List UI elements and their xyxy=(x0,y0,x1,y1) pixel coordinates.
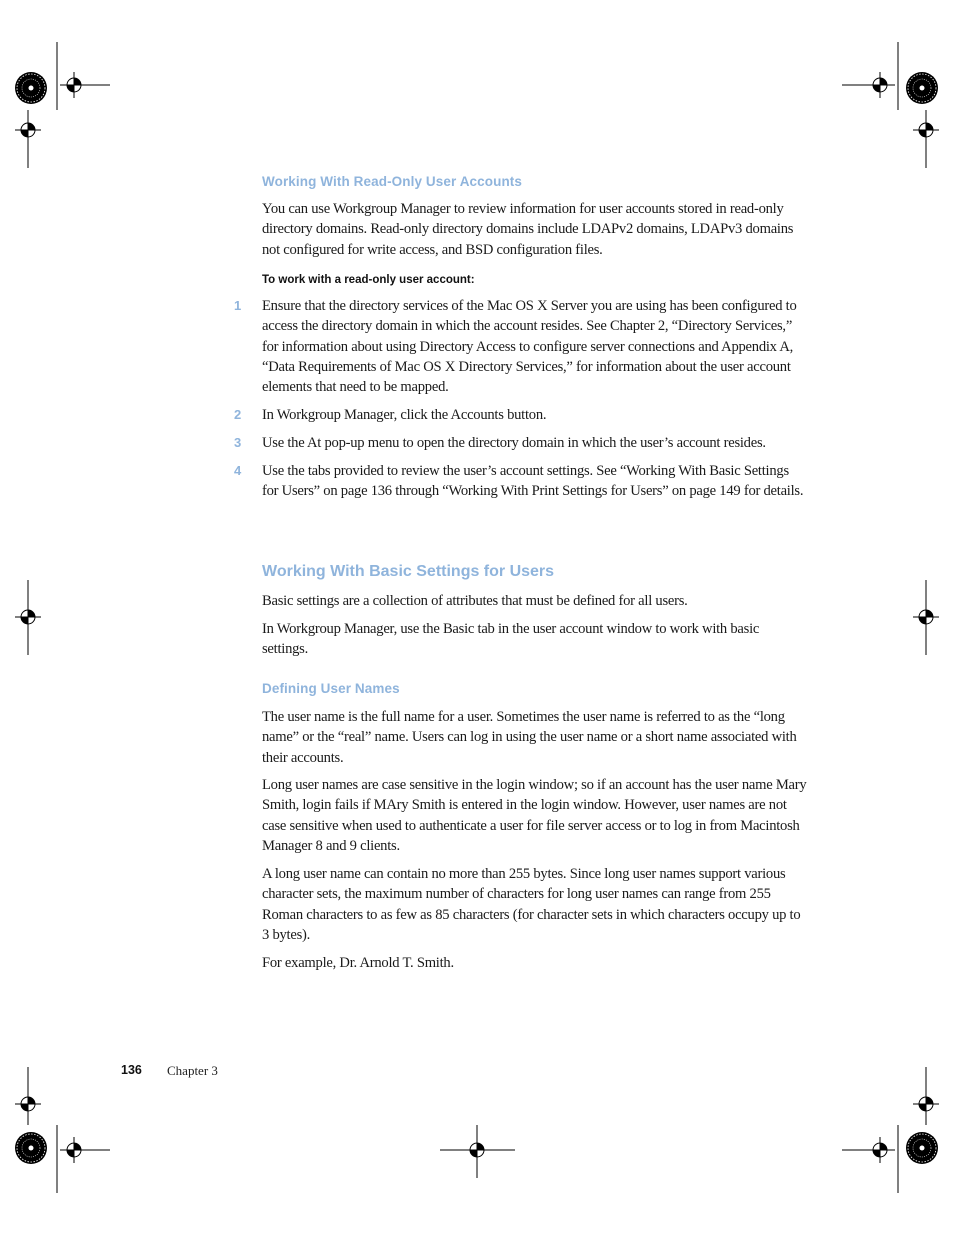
section-heading-user-names: Defining User Names xyxy=(262,681,400,696)
section-heading-basic-settings: Working With Basic Settings for Users xyxy=(262,563,555,580)
intro-paragraph: You can use Workgroup Manager to review information for user accounts stored in read-only directory domains. Read-only directory domains include LDAPv2 domains, LDAPv3 domains not configured for write access, and BSD configuration files. xyxy=(262,201,794,258)
step-number: 3 xyxy=(234,435,242,450)
paragraph: The user name is the full name for a user. Sometimes the user name is referred to as the “long name” or the “real” name. Users can log in using the user name or a short name associated with their accounts. xyxy=(262,709,797,766)
step-text: Use the tabs provided to review the user’s account settings. See “Working With Basic Settings for Users” on page 136 through “Working With Print Settings for Users” on page 149 for details. xyxy=(262,463,804,500)
paragraph: A long user name can contain no more than 255 bytes. Since long user names support various character sets, the maximum number of characters for long user names can range from 255 Roman characters to as few as 85 characters (for character sets in which characters occupy up to 3 bytes). xyxy=(262,866,801,943)
section-heading-read-only: Working With Read-Only User Accounts xyxy=(262,174,523,189)
step-number: 1 xyxy=(234,298,242,313)
page-number: 136 xyxy=(121,1063,142,1077)
procedure-title: To work with a read-only user account: xyxy=(262,274,475,286)
chapter-label: Chapter 3 xyxy=(167,1063,218,1078)
paragraph: Long user names are case sensitive in the login window; so if an account has the user name Mary Smith, login fails if MAry Smith is entered in the login window. However, user names are not case sensitive when used to authenticate a user for file server access or to log in from Macintosh Manager 8 and 9 clients. xyxy=(262,777,807,854)
paragraph: In Workgroup Manager, use the Basic tab in the user account window to work with basic settings. xyxy=(262,621,760,658)
step-text: In Workgroup Manager, click the Accounts button. xyxy=(262,407,547,423)
step-number: 4 xyxy=(234,463,242,478)
step-text: Use the At pop-up menu to open the directory domain in which the user’s account resides. xyxy=(262,435,766,451)
paragraph: For example, Dr. Arnold T. Smith. xyxy=(262,955,454,971)
step-number: 2 xyxy=(234,407,242,422)
paragraph: Basic settings are a collection of attributes that must be defined for all users. xyxy=(262,593,688,609)
step-text: Ensure that the directory services of the Mac OS X Server you are using has been configured to access the directory domain in which the account resides. See Chapter 2, “Directory Services,” for information about using Directory Access to configure server connections and Appendix A, “Data Requirements of Mac OS X Directory Services,” for information about the user account elements that need to be mapped. xyxy=(262,298,797,396)
